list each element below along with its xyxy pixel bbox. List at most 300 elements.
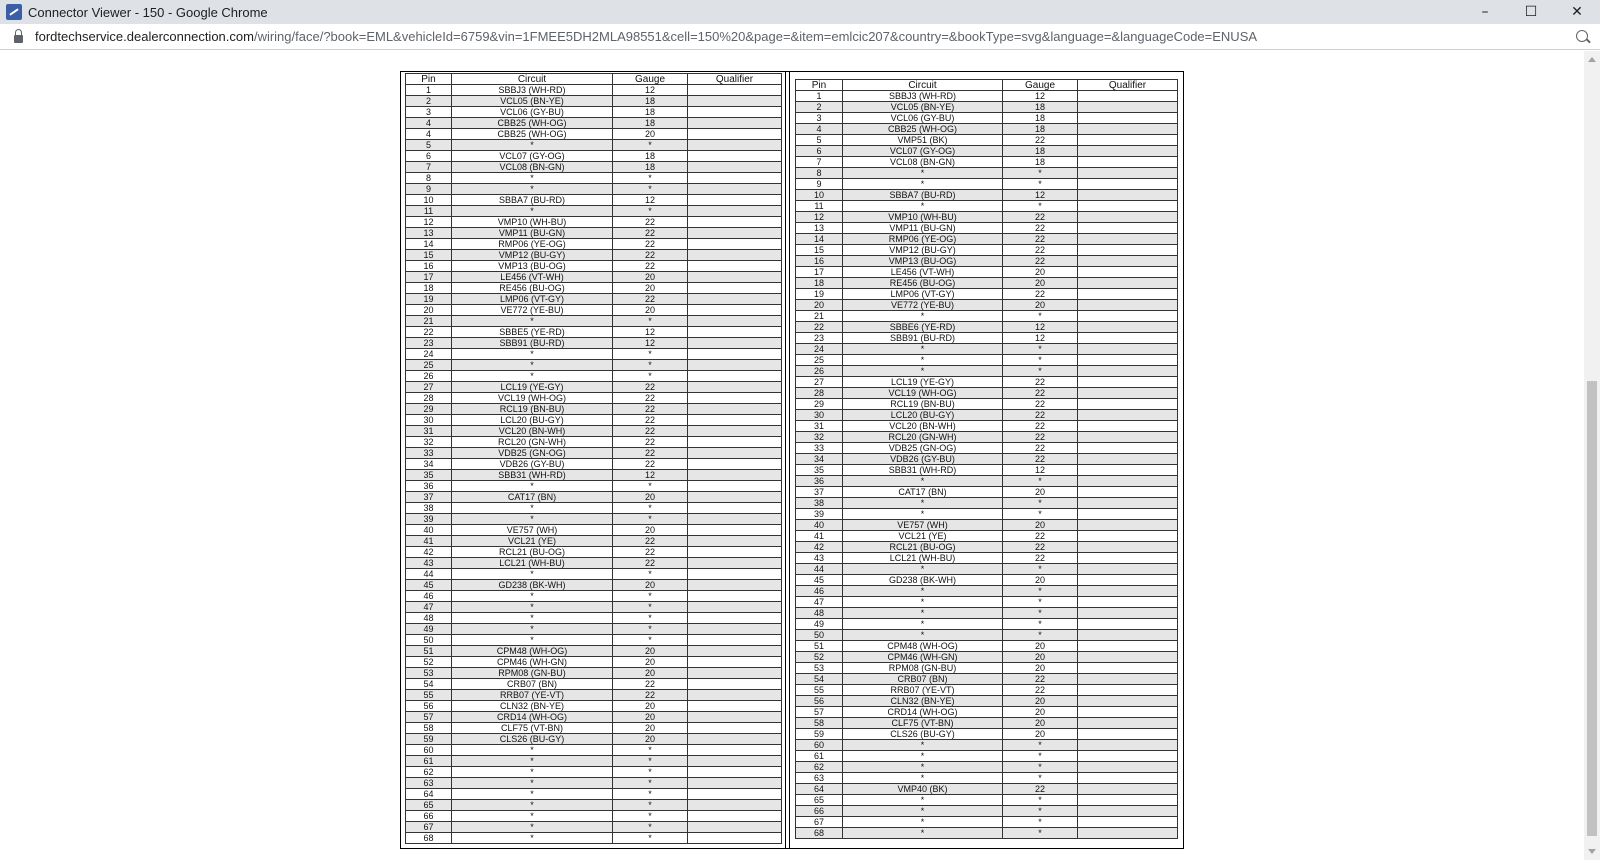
cell-gauge: * xyxy=(613,613,688,624)
table-row xyxy=(406,789,782,800)
cell-qualifier xyxy=(1078,586,1178,597)
cell-qualifier xyxy=(688,228,782,239)
cell-gauge: * xyxy=(1003,564,1078,575)
cell-pin: 31 xyxy=(406,426,452,437)
header-qualifier: Qualifier xyxy=(688,74,782,85)
table-row xyxy=(406,261,782,272)
table-row xyxy=(406,96,782,107)
cell-circuit: VMP13 (BU-OG) xyxy=(843,256,1003,267)
cell-gauge: 12 xyxy=(1003,91,1078,102)
cell-qualifier xyxy=(1078,773,1178,784)
cell-pin: 33 xyxy=(796,443,843,454)
table-row xyxy=(796,531,1178,542)
cell-qualifier xyxy=(688,613,782,624)
scroll-up-arrow-icon[interactable] xyxy=(1588,57,1596,62)
cell-gauge: 22 xyxy=(613,382,688,393)
cell-circuit: VE757 (WH) xyxy=(452,525,613,536)
cell-circuit: CLN32 (BN-YE) xyxy=(843,696,1003,707)
cell-gauge: * xyxy=(1003,586,1078,597)
cell-circuit: SBBA7 (BU-RD) xyxy=(843,190,1003,201)
cell-circuit: CBB25 (WH-OG) xyxy=(452,118,613,129)
cell-gauge: 22 xyxy=(613,459,688,470)
cell-gauge: 20 xyxy=(1003,729,1078,740)
cell-circuit: * xyxy=(452,613,613,624)
cell-circuit: VDB25 (GN-OG) xyxy=(452,448,613,459)
cell-qualifier xyxy=(688,437,782,448)
cell-pin: 1 xyxy=(796,91,843,102)
cell-qualifier xyxy=(1078,553,1178,564)
cell-gauge: 20 xyxy=(1003,663,1078,674)
cell-circuit: * xyxy=(452,140,613,151)
cell-pin: 64 xyxy=(796,784,843,795)
table-row xyxy=(796,322,1178,333)
cell-pin: 20 xyxy=(406,305,452,316)
cell-circuit: LCL20 (BU-GY) xyxy=(843,410,1003,421)
cell-gauge: * xyxy=(613,371,688,382)
cell-qualifier xyxy=(688,811,782,822)
cell-pin: 44 xyxy=(796,564,843,575)
cell-gauge: 22 xyxy=(613,536,688,547)
cell-qualifier xyxy=(1078,124,1178,135)
table-row xyxy=(796,443,1178,454)
cell-pin: 11 xyxy=(796,201,843,212)
cell-qualifier xyxy=(1078,641,1178,652)
cell-pin: 4 xyxy=(406,129,452,140)
table-row xyxy=(406,624,782,635)
cell-qualifier xyxy=(1078,344,1178,355)
cell-circuit: CAT17 (BN) xyxy=(843,487,1003,498)
cell-gauge: 20 xyxy=(1003,487,1078,498)
cell-pin: 63 xyxy=(406,778,452,789)
cell-pin: 50 xyxy=(796,630,843,641)
header-pin: Pin xyxy=(406,74,452,85)
cell-pin: 51 xyxy=(406,646,452,657)
cell-circuit: RMP06 (YE-OG) xyxy=(452,239,613,250)
cell-pin: 66 xyxy=(406,811,452,822)
table-row xyxy=(406,294,782,305)
cell-circuit: SBBA7 (BU-RD) xyxy=(452,195,613,206)
cell-gauge: * xyxy=(613,602,688,613)
table-row xyxy=(406,635,782,646)
cell-circuit: VMP12 (BU-GY) xyxy=(452,250,613,261)
cell-pin: 27 xyxy=(406,382,452,393)
cell-gauge: 12 xyxy=(613,338,688,349)
table-row xyxy=(796,663,1178,674)
cell-circuit: RRB07 (YE-VT) xyxy=(452,690,613,701)
cell-gauge: 20 xyxy=(1003,575,1078,586)
table-row xyxy=(796,586,1178,597)
header-qualifier: Qualifier xyxy=(1078,80,1178,91)
cell-pin: 49 xyxy=(406,624,452,635)
table-row xyxy=(406,470,782,481)
cell-circuit: CPM48 (WH-OG) xyxy=(843,641,1003,652)
cell-circuit: CPM46 (WH-GN) xyxy=(843,652,1003,663)
cell-qualifier xyxy=(1078,278,1178,289)
cell-circuit: SBB91 (BU-RD) xyxy=(843,333,1003,344)
cell-circuit: LMP06 (VT-GY) xyxy=(452,294,613,305)
cell-circuit: CRD14 (WH-OG) xyxy=(843,707,1003,718)
table-row xyxy=(406,349,782,360)
cell-circuit: VE757 (WH) xyxy=(843,520,1003,531)
cell-circuit: RCL20 (GN-WH) xyxy=(452,437,613,448)
cell-pin: 12 xyxy=(796,212,843,223)
table-row xyxy=(406,239,782,250)
cell-circuit: RMP06 (YE-OG) xyxy=(843,234,1003,245)
cell-circuit: * xyxy=(843,619,1003,630)
cell-gauge: 20 xyxy=(1003,641,1078,652)
url-host: fordtechservice.dealerconnection.com xyxy=(35,29,254,44)
cell-qualifier xyxy=(1078,168,1178,179)
table-row xyxy=(796,223,1178,234)
table-row xyxy=(406,580,782,591)
cell-qualifier xyxy=(688,305,782,316)
cell-qualifier xyxy=(688,151,782,162)
cell-pin: 8 xyxy=(406,173,452,184)
cell-circuit: * xyxy=(452,349,613,360)
cell-pin: 8 xyxy=(796,168,843,179)
cell-qualifier xyxy=(1078,575,1178,586)
table-row xyxy=(406,690,782,701)
connector-face-frame xyxy=(400,71,1184,849)
cell-pin: 26 xyxy=(406,371,452,382)
cell-pin: 55 xyxy=(796,685,843,696)
table-row xyxy=(796,366,1178,377)
cell-gauge: * xyxy=(613,624,688,635)
cell-gauge: * xyxy=(1003,168,1078,179)
table-row xyxy=(796,146,1178,157)
cell-qualifier xyxy=(688,789,782,800)
table-row xyxy=(406,404,782,415)
cell-circuit: LCL21 (WH-BU) xyxy=(843,553,1003,564)
cell-gauge: 20 xyxy=(1003,300,1078,311)
cell-pin: 12 xyxy=(406,217,452,228)
cell-gauge: * xyxy=(1003,179,1078,190)
cell-pin: 65 xyxy=(796,795,843,806)
cell-pin: 42 xyxy=(796,542,843,553)
cell-circuit: * xyxy=(843,311,1003,322)
table-row xyxy=(796,806,1178,817)
cell-pin: 68 xyxy=(406,833,452,844)
cell-qualifier xyxy=(688,140,782,151)
table-row xyxy=(406,173,782,184)
cell-pin: 33 xyxy=(406,448,452,459)
cell-gauge: 20 xyxy=(1003,718,1078,729)
cell-gauge: 20 xyxy=(1003,278,1078,289)
cell-gauge: 18 xyxy=(1003,124,1078,135)
cell-gauge: 18 xyxy=(1003,157,1078,168)
table-row xyxy=(406,129,782,140)
cell-circuit: SBBJ3 (WH-RD) xyxy=(452,85,613,96)
cell-circuit: * xyxy=(843,817,1003,828)
cell-gauge: 22 xyxy=(1003,553,1078,564)
cell-circuit: * xyxy=(843,586,1003,597)
cell-circuit: * xyxy=(843,476,1003,487)
cell-qualifier xyxy=(688,822,782,833)
cell-qualifier xyxy=(688,96,782,107)
scroll-down-arrow-icon[interactable] xyxy=(1588,849,1596,854)
table-row xyxy=(406,569,782,580)
cell-pin: 53 xyxy=(796,663,843,674)
cell-pin: 24 xyxy=(406,349,452,360)
table-row xyxy=(406,558,782,569)
cell-qualifier xyxy=(688,767,782,778)
cell-qualifier xyxy=(688,723,782,734)
cell-qualifier xyxy=(1078,509,1178,520)
address-bar[interactable] xyxy=(0,24,1600,50)
table-row xyxy=(406,162,782,173)
table-row xyxy=(796,91,1178,102)
table-row xyxy=(406,327,782,338)
cell-qualifier xyxy=(688,393,782,404)
cell-pin: 9 xyxy=(796,179,843,190)
cell-circuit: * xyxy=(452,173,613,184)
cell-gauge: 22 xyxy=(613,690,688,701)
table-row xyxy=(406,118,782,129)
table-row xyxy=(406,723,782,734)
table-row xyxy=(406,228,782,239)
cell-qualifier xyxy=(1078,355,1178,366)
cell-pin: 20 xyxy=(796,300,843,311)
cell-circuit: SBB31 (WH-RD) xyxy=(843,465,1003,476)
cell-qualifier xyxy=(1078,729,1178,740)
cell-gauge: * xyxy=(613,833,688,844)
cell-pin: 22 xyxy=(406,327,452,338)
cell-pin: 35 xyxy=(796,465,843,476)
cell-circuit: * xyxy=(843,773,1003,784)
vertical-scrollbar[interactable] xyxy=(1584,51,1600,860)
cell-qualifier xyxy=(1078,630,1178,641)
cell-qualifier xyxy=(688,272,782,283)
cell-qualifier xyxy=(1078,146,1178,157)
cell-qualifier xyxy=(1078,256,1178,267)
table-row xyxy=(796,784,1178,795)
table-row xyxy=(406,426,782,437)
cell-circuit: VE772 (YE-BU) xyxy=(843,300,1003,311)
cell-pin: 4 xyxy=(796,124,843,135)
table-row xyxy=(406,778,782,789)
cell-qualifier xyxy=(1078,806,1178,817)
table-row xyxy=(796,278,1178,289)
cell-qualifier xyxy=(688,316,782,327)
cell-qualifier xyxy=(1078,696,1178,707)
cell-pin: 10 xyxy=(796,190,843,201)
cell-qualifier xyxy=(1078,476,1178,487)
cell-circuit: CLS26 (BU-GY) xyxy=(843,729,1003,740)
cell-qualifier xyxy=(688,173,782,184)
cell-pin: 61 xyxy=(796,751,843,762)
table-row xyxy=(406,822,782,833)
cell-pin: 34 xyxy=(406,459,452,470)
cell-pin: 59 xyxy=(796,729,843,740)
close-button[interactable]: ✕ xyxy=(1571,4,1583,20)
table-row xyxy=(796,542,1178,553)
cell-pin: 46 xyxy=(406,591,452,602)
cell-gauge: * xyxy=(1003,608,1078,619)
cell-qualifier xyxy=(1078,443,1178,454)
cell-pin: 41 xyxy=(796,531,843,542)
cell-circuit: * xyxy=(452,514,613,525)
cell-pin: 4 xyxy=(406,118,452,129)
cell-qualifier xyxy=(688,327,782,338)
table-row xyxy=(406,305,782,316)
cell-gauge: 12 xyxy=(1003,333,1078,344)
cell-circuit: * xyxy=(843,630,1003,641)
table-row xyxy=(406,272,782,283)
cell-pin: 40 xyxy=(406,525,452,536)
cell-qualifier xyxy=(688,591,782,602)
cell-pin: 36 xyxy=(796,476,843,487)
table-row xyxy=(406,800,782,811)
header-circuit: Circuit xyxy=(843,80,1003,91)
cell-pin: 55 xyxy=(406,690,452,701)
scrollbar-thumb[interactable] xyxy=(1587,381,1597,836)
cell-qualifier xyxy=(1078,663,1178,674)
cell-gauge: 22 xyxy=(613,448,688,459)
cell-circuit: CLN32 (BN-YE) xyxy=(452,701,613,712)
cell-circuit: RE456 (BU-OG) xyxy=(843,278,1003,289)
cell-pin: 1 xyxy=(406,85,452,96)
cell-gauge: 22 xyxy=(613,393,688,404)
cell-circuit: VMP11 (BU-GN) xyxy=(452,228,613,239)
cell-gauge: 22 xyxy=(1003,410,1078,421)
table-row xyxy=(406,195,782,206)
cell-circuit: VCL06 (GY-BU) xyxy=(843,113,1003,124)
cell-circuit: SBBE5 (YE-RD) xyxy=(452,327,613,338)
cell-pin: 43 xyxy=(796,553,843,564)
cell-qualifier xyxy=(1078,531,1178,542)
table-row xyxy=(406,492,782,503)
cell-pin: 3 xyxy=(796,113,843,124)
cell-gauge: 12 xyxy=(1003,465,1078,476)
cell-pin: 40 xyxy=(796,520,843,531)
cell-qualifier xyxy=(1078,421,1178,432)
cell-pin: 36 xyxy=(406,481,452,492)
table-row xyxy=(406,393,782,404)
zoom-icon[interactable] xyxy=(1576,30,1588,42)
cell-pin: 50 xyxy=(406,635,452,646)
cell-circuit: * xyxy=(452,360,613,371)
cell-gauge: 20 xyxy=(613,712,688,723)
cell-gauge: * xyxy=(1003,201,1078,212)
cell-circuit: * xyxy=(452,503,613,514)
cell-qualifier xyxy=(688,690,782,701)
cell-circuit: * xyxy=(452,767,613,778)
cell-gauge: 22 xyxy=(1003,674,1078,685)
cell-pin: 25 xyxy=(406,360,452,371)
cell-circuit: * xyxy=(452,822,613,833)
cell-pin: 59 xyxy=(406,734,452,745)
cell-gauge: 18 xyxy=(1003,146,1078,157)
cell-circuit: * xyxy=(452,800,613,811)
cell-pin: 5 xyxy=(796,135,843,146)
cell-circuit: VCL21 (YE) xyxy=(843,531,1003,542)
cell-circuit: LCL20 (BU-GY) xyxy=(452,415,613,426)
cell-pin: 64 xyxy=(406,789,452,800)
cell-circuit: * xyxy=(843,168,1003,179)
cell-qualifier xyxy=(1078,91,1178,102)
table-row xyxy=(406,448,782,459)
table-row xyxy=(796,553,1178,564)
cell-qualifier xyxy=(1078,817,1178,828)
minimize-button[interactable]: – xyxy=(1481,4,1489,20)
cell-qualifier xyxy=(688,338,782,349)
table-row xyxy=(796,201,1178,212)
cell-qualifier xyxy=(688,349,782,360)
cell-qualifier xyxy=(1078,322,1178,333)
cell-qualifier xyxy=(1078,388,1178,399)
table-row xyxy=(796,311,1178,322)
cell-qualifier xyxy=(1078,795,1178,806)
cell-circuit: VCL06 (GY-BU) xyxy=(452,107,613,118)
lock-icon[interactable] xyxy=(14,35,23,43)
cell-pin: 39 xyxy=(796,509,843,520)
table-row xyxy=(406,250,782,261)
url-text[interactable] xyxy=(35,29,1257,44)
cell-circuit: VCL07 (GY-OG) xyxy=(452,151,613,162)
app-icon xyxy=(6,4,22,20)
cell-gauge: 20 xyxy=(613,580,688,591)
cell-gauge: * xyxy=(1003,619,1078,630)
table-row xyxy=(796,773,1178,784)
cell-pin: 61 xyxy=(406,756,452,767)
table-row xyxy=(796,630,1178,641)
cell-circuit: * xyxy=(843,355,1003,366)
cell-pin: 19 xyxy=(406,294,452,305)
cell-circuit: VDB26 (GY-BU) xyxy=(843,454,1003,465)
cell-circuit: VCL08 (BN-GN) xyxy=(452,162,613,173)
cell-circuit: * xyxy=(452,184,613,195)
maximize-button[interactable]: ☐ xyxy=(1524,4,1538,20)
cell-pin: 54 xyxy=(406,679,452,690)
cell-pin: 60 xyxy=(406,745,452,756)
cell-circuit: RE456 (BU-OG) xyxy=(452,283,613,294)
cell-qualifier xyxy=(1078,762,1178,773)
cell-circuit: LCL19 (YE-GY) xyxy=(843,377,1003,388)
cell-circuit: * xyxy=(843,344,1003,355)
cell-pin: 53 xyxy=(406,668,452,679)
cell-pin: 32 xyxy=(796,432,843,443)
cell-circuit: GD238 (BK-WH) xyxy=(843,575,1003,586)
cell-pin: 38 xyxy=(406,503,452,514)
table-row xyxy=(796,454,1178,465)
cell-gauge: * xyxy=(613,481,688,492)
cell-circuit: CRD14 (WH-OG) xyxy=(452,712,613,723)
table-row xyxy=(796,256,1178,267)
cell-qualifier xyxy=(1078,454,1178,465)
cell-gauge: * xyxy=(1003,597,1078,608)
cell-gauge: 20 xyxy=(613,283,688,294)
cell-qualifier xyxy=(1078,828,1178,839)
cell-gauge: * xyxy=(613,789,688,800)
cell-circuit: VCL21 (YE) xyxy=(452,536,613,547)
table-row xyxy=(796,289,1178,300)
cell-gauge: 20 xyxy=(613,525,688,536)
cell-circuit: * xyxy=(843,597,1003,608)
cell-circuit: * xyxy=(843,608,1003,619)
cell-pin: 56 xyxy=(796,696,843,707)
cell-gauge: * xyxy=(1003,344,1078,355)
cell-pin: 16 xyxy=(796,256,843,267)
cell-pin: 28 xyxy=(406,393,452,404)
cell-pin: 22 xyxy=(796,322,843,333)
cell-pin: 35 xyxy=(406,470,452,481)
cell-qualifier xyxy=(688,833,782,844)
cell-gauge: 22 xyxy=(613,261,688,272)
cell-circuit: VMP40 (BK) xyxy=(843,784,1003,795)
cell-circuit: RCL21 (BU-OG) xyxy=(843,542,1003,553)
window-titlebar[interactable] xyxy=(0,0,1600,24)
cell-pin: 62 xyxy=(406,767,452,778)
